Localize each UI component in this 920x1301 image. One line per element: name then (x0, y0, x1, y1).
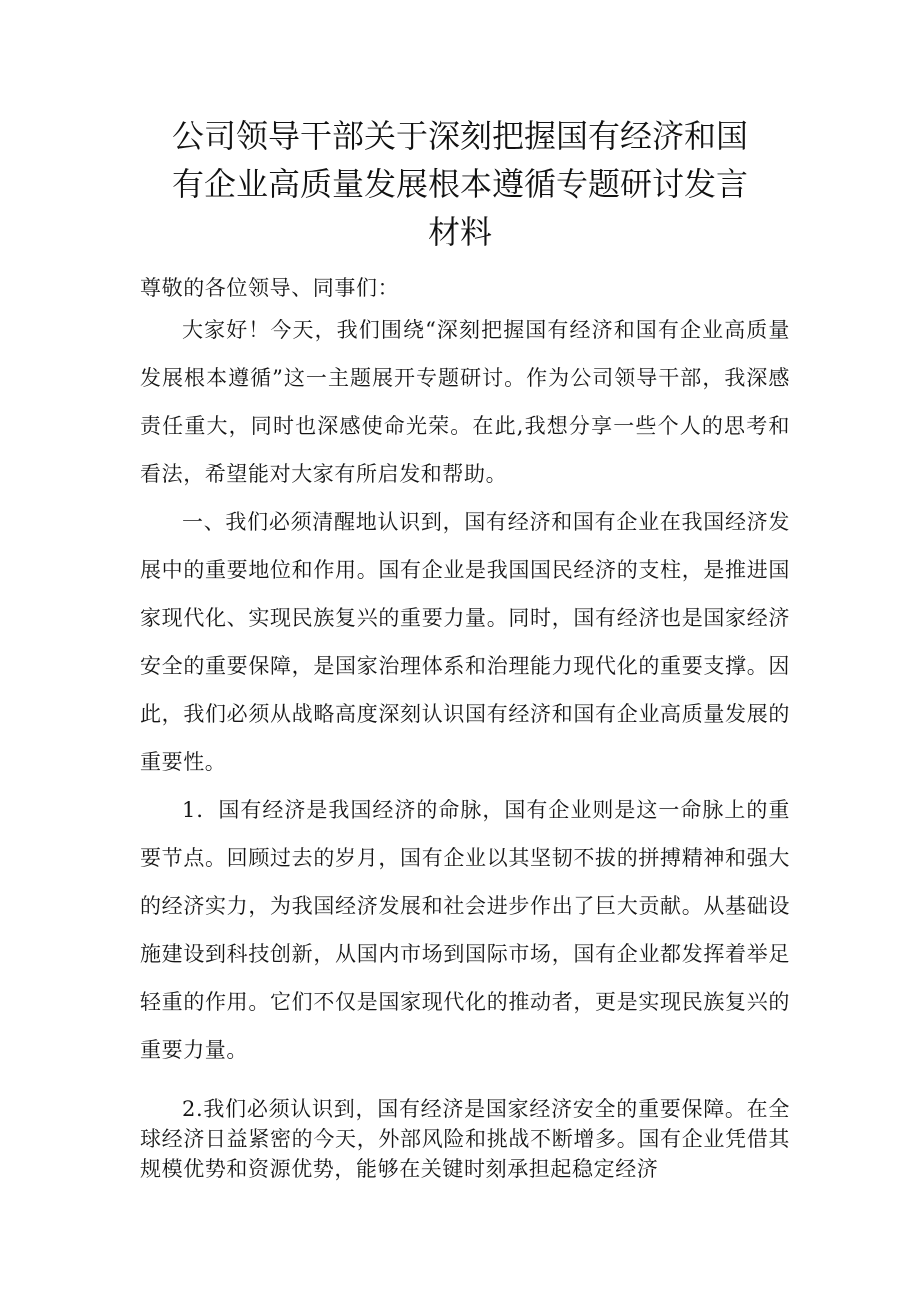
title-line-1: 公司领导干部关于深刻把握国有经济和国 (171, 117, 748, 155)
title-line-2: 有企业高质量发展根本遵循专题研讨发言 (171, 165, 748, 203)
paragraph-section-one: 一、我们必须清醒地认识到，国有经济和国有企业在我国经济发展中的重要地位和作用。国有企业是我国国民经济的支柱，是推进国家现代化、实现民族复兴的重要力量。同时，国有经济也是国家经济安全的重要保障，是国家治理体系和治理能力现代化的重要支撑。因此，我们必须从战略高度深刻认识国有经济和国有企业高质量发展的重要性。 (140, 510, 790, 774)
paragraph-opening: 大家好！今天，我们围绕“深刻把握国有经济和国有企业高质量发展根本遵循”这一主题展开专题研讨。作为公司领导干部，我深感责任重大，同时也深感使命光荣。在此,我想分享一些个人的思考和看法，希望能对大家有所启发和帮助。 (140, 318, 790, 486)
paragraph-point-one: 1．国有经济是我国经济的命脉，国有企业则是这一命脉上的重要节点。回顾过去的岁月，国有企业以其坚韧不拔的拼搏精神和强大的经济实力，为我国经济发展和社会进步作出了巨大贡献。从基础设施建设到科技创新，从国内市场到国际市场，国有企业都发挥着举足轻重的作用。它们不仅是国家现代化的推动者，更是实现民族复兴的重要力量。 (140, 798, 790, 1062)
document-title (140, 112, 780, 256)
paragraph-point-two: 2.我们必须认识到，国有经济是国家经济安全的重要保障。在全球经济日益紧密的今天，外部风险和挑战不断增多。国有企业凭借其规模优势和资源优势，能够在关键时刻承担起稳定经济 (140, 1097, 790, 1181)
title-line-3: 材料 (427, 213, 492, 251)
greeting: 尊敬的各位领导、同事们： (140, 276, 400, 300)
